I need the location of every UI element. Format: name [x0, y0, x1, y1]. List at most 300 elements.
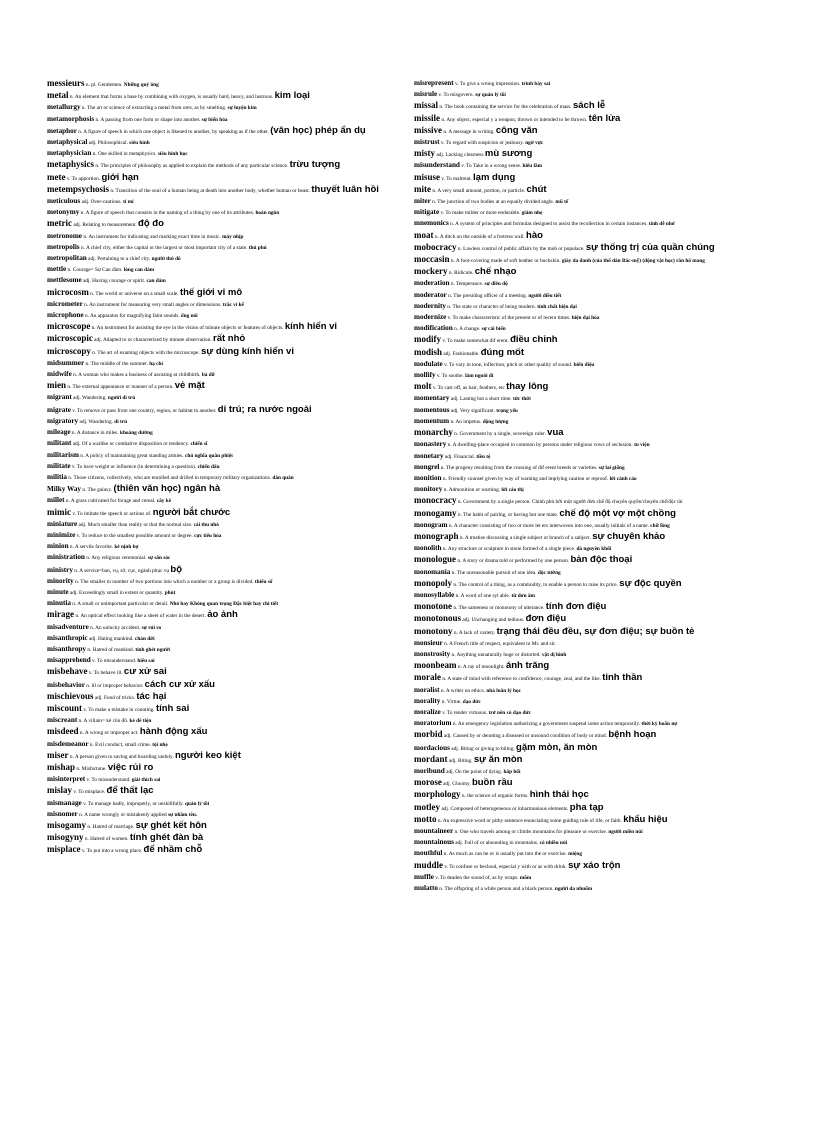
entry-translation: mõm [519, 874, 532, 881]
dictionary-entry [47, 92, 392, 101]
dictionary-entry [414, 256, 759, 265]
dictionary-entry [414, 268, 759, 277]
dictionary-entry [47, 345, 392, 357]
entry-definition: v. To make milder or more endurable. [440, 210, 521, 217]
entry-definition: v. To make characteristic of the present or of recent times. [447, 315, 571, 322]
entry-translation: người điều tiết [528, 292, 562, 299]
entry-headword: midwife [47, 370, 72, 379]
dictionary-entry [414, 183, 759, 195]
entry-headword: meticulous [47, 197, 81, 206]
entry-translation: ảo ảnh [207, 609, 238, 621]
entry-definition: n. The sameness or monotony of utterance. [453, 605, 545, 612]
entry-definition: n. A service=ban, vụ, sở, cục, ngành phục vụ [74, 567, 170, 574]
entry-headword: mirage [47, 609, 74, 620]
entry-translation: sự quản lý tồi [475, 92, 506, 99]
dictionary-entry [47, 244, 392, 252]
dictionary-entry [414, 850, 759, 858]
entry-definition: adj. Adapted to or characterized by minute observation. [94, 337, 212, 344]
entry-translation: sự rủi ro [141, 624, 162, 631]
dictionary-entry [414, 453, 759, 461]
entry-translation: hấp hối [503, 768, 521, 775]
dictionary-entry [47, 150, 392, 158]
entry-definition: n. The smaller in number of two portions into which a number or a group is divided. [75, 578, 254, 585]
entry-headword: militant [47, 439, 72, 448]
entry-definition: adj. Lasting but a short time. [450, 396, 512, 403]
dictionary-entry [47, 463, 392, 471]
entry-headword: monotony [414, 625, 453, 636]
entry-translation: chán đời [135, 635, 155, 642]
entry-definition: v. To imitate the speech or actions of. [72, 510, 152, 517]
entry-headword: moderator [414, 290, 447, 299]
entry-definition: v. To soothe. [436, 373, 464, 380]
entry-translation: quản lý tồi [184, 800, 210, 807]
entry-translation: sự ăn mòn [473, 753, 523, 765]
dictionary-entry [414, 303, 759, 311]
entry-translation: sự độc quyền [619, 577, 682, 589]
dictionary-entry [414, 577, 759, 589]
entry-definition: adj. Hating mankind. [88, 635, 134, 642]
entry-definition: n. The progeny resulting from the crossing of dif erent breeds or varieties. [440, 464, 598, 471]
entry-translation: trở nên có đạo đức [488, 709, 531, 716]
entry-headword: monosyllable [414, 590, 455, 599]
entry-headword: mischievous [47, 690, 94, 701]
dictionary-entry [47, 209, 392, 217]
dictionary-entry [47, 183, 392, 195]
dictionary-entry [414, 229, 759, 241]
entry-definition: n. A grass cultivated for forage and cereal. [65, 498, 156, 505]
entry-definition: v. To make somewhat dif erent. [442, 338, 509, 345]
entry-definition: n. A passing from one form or shape into another. [95, 116, 201, 123]
entry-headword: ministration [47, 553, 85, 562]
entry-headword: missive [414, 124, 442, 135]
entry-headword: metamorphosis [47, 114, 95, 123]
entry-headword: molt [414, 381, 432, 392]
dictionary-entry [414, 171, 759, 183]
entry-definition: n. An emergency legislation authorizing a government suspend some action temporarily. [452, 721, 641, 728]
entry-headword: mimic [47, 506, 71, 517]
entry-headword: militate [47, 461, 71, 470]
entry-translation: sự săn sóc [147, 555, 171, 562]
entry-translation: ánh trăng [505, 660, 550, 672]
entry-headword: misbehavior [47, 680, 85, 689]
entry-translation: sự điều độ [484, 281, 508, 288]
entry-definition: v. To cast off, as hair, feathers, etc [432, 385, 505, 392]
entry-definition: adj. Of a warlike or combative disposition or tendency. [72, 441, 190, 448]
entry-headword: modernity [414, 301, 446, 310]
entry-translation: buồn rầu [471, 777, 513, 789]
entry-translation: hình thái học [529, 789, 589, 801]
entry-definition: n. Anything unnaturally huge or distorted. [451, 651, 541, 658]
entry-definition: adj. Biting or giving to biting. [451, 745, 515, 752]
entry-definition: n. A name wrongly or mistakenly applied [79, 811, 167, 818]
entry-headword: mite [414, 183, 431, 194]
entry-translation: hạ chí [149, 360, 163, 367]
dictionary-entry [414, 314, 759, 322]
entry-translation: hiểu lầm [522, 163, 543, 170]
dictionary-entry [47, 139, 392, 147]
entry-headword: mobocracy [414, 241, 457, 252]
dictionary-entry [414, 80, 759, 88]
entry-translation: làm nguôi đi [465, 373, 494, 380]
entry-definition: v. To Take in a wrong sense. [461, 163, 522, 170]
entry-translation: tính đơn điệu [545, 601, 607, 613]
entry-translation: việc rủi ro [107, 761, 154, 773]
entry-definition: n. An impetus. [450, 418, 482, 425]
entry-headword: misanthropic [47, 633, 88, 642]
dictionary-entry [414, 464, 759, 472]
entry-definition: v. To manage badly, improperly, or unskillfully. [83, 800, 184, 807]
entry-definition: adj. On the point of dying. [446, 768, 503, 775]
dictionary-entry [414, 418, 759, 426]
dictionary-entry [414, 839, 759, 847]
dictionary-entry [47, 474, 392, 482]
entry-headword: mete [47, 171, 66, 182]
entry-translation: sự chuyên khảo [592, 530, 666, 542]
entry-headword: monogamy [414, 507, 457, 518]
entry-headword: minutia [47, 599, 71, 608]
entry-headword: miter [414, 197, 431, 206]
entry-definition: n. An element that forms a base by combining with oxygen, is usually hard, heavy, and lustrous. [69, 94, 274, 101]
entry-translation: Những quý ông [123, 82, 159, 88]
entry-definition: n. Courage= Sự Can đảm. [67, 267, 123, 274]
entry-definition: v. To make a mistake in counting. [83, 706, 155, 713]
entry-definition: n. A story or drama told or performed by one person. [457, 558, 570, 565]
dictionary-entry [414, 139, 759, 147]
entry-translation: kẻ nịnh bợ [114, 544, 139, 551]
entry-headword: metaphysician [47, 149, 92, 158]
dictionary-entry [414, 486, 759, 494]
entry-headword: moribund [414, 766, 445, 775]
entry-definition: n. The unreasonable pursuit of one idea. [451, 569, 537, 576]
entry-definition: n. Lawless control of public affairs by the mob or populace. [457, 245, 585, 252]
entry-translation: tu viện [634, 442, 650, 449]
dictionary-entry [47, 543, 392, 551]
entry-translation: sự biến hóa [201, 116, 228, 123]
entry-definition: n. A figure of speech in which one object is likened to another, by speaking as if the other. [78, 128, 269, 135]
entry-translation: đạo đức [462, 698, 481, 705]
entry-translation: biến điệu [573, 361, 595, 368]
entry-definition: n. One skilled in metaphysics. [92, 151, 157, 158]
dictionary-entry [414, 741, 759, 753]
entry-headword: microscopy [47, 345, 91, 356]
entry-headword: miser [47, 749, 69, 760]
dictionary-entry [414, 209, 759, 217]
entry-translation: độ đo [138, 218, 164, 230]
dictionary-entry [414, 507, 759, 519]
dictionary-entry [47, 646, 392, 654]
entry-definition: adj. Wandering. [79, 418, 113, 425]
entry-headword: momentary [414, 394, 450, 403]
entry-translation: đúng mốt [480, 346, 524, 358]
entry-definition: n. Government by a single, sovereign ruler. [454, 431, 546, 438]
dictionary-entry [414, 687, 759, 695]
dictionary-entry [47, 220, 392, 229]
entry-translation: người bắt chước [152, 506, 231, 518]
entry-definition: v. To vary in tone, inflection, pitch or other quality of sound. [444, 361, 573, 368]
entry-headword: mitigate [414, 208, 440, 217]
entry-definition: n. The control of a thing, as a commodity, to enable a person to raise its price. [453, 581, 618, 588]
entry-headword: miniature [47, 519, 78, 528]
dictionary-entry [47, 624, 392, 632]
entry-definition: n. The habit of pairing, or having but one mate. [457, 511, 559, 518]
entry-definition: n. A ditch on the outside of a fortress wall. [434, 233, 525, 240]
entry-translation: chế độ một vợ một chồng [559, 507, 676, 519]
entry-headword: monotonous [414, 613, 462, 624]
dictionary-entry [414, 372, 759, 380]
entry-headword: misapprehend [47, 656, 91, 665]
entry-translation: hiểu sai [137, 658, 155, 665]
entry-definition: n. One who travels among or climbs mountains for pleasure or exercise. [454, 829, 608, 835]
entry-translation: vua [547, 427, 564, 439]
entry-translation: gặm mòn, ăn mòn [516, 741, 598, 753]
dictionary-entry [47, 171, 392, 183]
entry-definition: v. To remove or pass from one country, region, or habitat to another. [72, 407, 217, 414]
entry-translation: chữ lồng [650, 522, 670, 529]
entry-translation: từ đơn âm [511, 592, 535, 599]
entry-translation: thuyết luân hồi [311, 183, 379, 195]
dictionary-entry [47, 323, 392, 332]
right-column [414, 80, 759, 896]
entry-definition: n. A dwelling-place occupied in common by persons under religious vows of seclusion. [447, 442, 633, 449]
entry-definition: v. To put into a wrong place. [81, 848, 143, 855]
entry-translation: tính ghét người [135, 646, 170, 653]
entry-translation: hiện đại hóa [571, 315, 600, 322]
entry-headword: moderation [414, 279, 450, 288]
entry-definition: adj. Full of or abounding in mountains. [455, 840, 539, 847]
entry-headword: metonymy [47, 208, 80, 217]
entry-translation: để nhầm chỗ [143, 844, 203, 856]
entry-definition: n. A woman who makes a business of assisting at childbirth. [73, 372, 201, 379]
dictionary-entry [414, 522, 759, 530]
entry-headword: mordant [414, 753, 448, 764]
dictionary-entry [414, 674, 759, 683]
entry-translation: sách lễ [572, 100, 606, 112]
entry-definition: n. A person given to saving and hoarding unduly. [69, 753, 174, 760]
dictionary-entry [414, 753, 759, 765]
entry-headword: misogyny [47, 832, 84, 843]
entry-headword: missile [414, 112, 440, 123]
dictionary-entry [414, 150, 759, 159]
entry-definition: adj. Wandering. [73, 395, 107, 402]
entry-translation: máy nhịp [222, 233, 244, 240]
entry-translation: hoán ngôn [255, 210, 280, 217]
entry-headword: moccasin [414, 254, 450, 265]
dictionary-entry [47, 749, 392, 761]
dictionary-entry [47, 161, 392, 170]
entry-headword: mountaineer [414, 827, 454, 835]
entry-translation: độc tưởng [537, 569, 561, 576]
entry-translation: sự nhầm tên. [167, 811, 198, 818]
entry-translation: lạm dụng [473, 171, 516, 183]
entry-headword: millet [47, 496, 65, 505]
dictionary-entry [47, 834, 392, 843]
entry-definition: n. A change. [454, 326, 481, 333]
entry-definition: n. Hatred of marriage. [87, 824, 135, 830]
dictionary-entry [47, 286, 392, 298]
entry-definition: n. A word of one syl able. [455, 592, 511, 599]
entry-headword: mistrust [414, 138, 440, 147]
dictionary-entry [414, 346, 759, 358]
entry-definition: n. The external appearance or manner of a person. [67, 384, 174, 391]
entry-translation: tội nhẹ [152, 741, 168, 748]
entry-definition: n. As much as can be or is usually put into the or exercise. [443, 851, 567, 858]
entry-translation: chủ nghĩa quân phiệt [185, 452, 233, 459]
dictionary-entry [47, 578, 392, 586]
dictionary-entry [47, 702, 392, 714]
entry-translation: thay lông [506, 381, 549, 393]
dictionary-entry [414, 615, 759, 624]
entry-definition: n. The offspring of a white person and a black person. [439, 886, 554, 893]
entry-translation: pha tạp [569, 801, 604, 813]
entry-headword: migratory [47, 416, 79, 425]
entry-definition: n. ill or improper behavior. [86, 682, 144, 689]
entry-definition: n. The galaxy. [82, 487, 113, 494]
dictionary-entry [414, 91, 759, 99]
entry-translation: trọng yếu [496, 407, 518, 414]
entry-translation: người miền núi [608, 829, 643, 835]
entry-translation: cư xử sai [123, 666, 167, 678]
entry-definition: n. Evil conduct, small crime. [89, 741, 151, 748]
entry-translation: giày da đanh (của thổ dân Bắc-mỹ) (động vật học) rắn hổ mang [561, 258, 705, 265]
dictionary-entry [414, 791, 759, 800]
dictionary-entry [47, 266, 392, 274]
dictionary-entry [414, 292, 759, 300]
entry-definition: n. The art of examing objects with the microscope. [92, 349, 200, 356]
entry-translation: người thủ đô [151, 256, 181, 263]
dictionary-entry [414, 640, 759, 648]
dictionary-entry [47, 429, 392, 437]
entry-translation: trừu tượng [289, 159, 341, 171]
entry-definition: n. Transition of the soul of a human being at death into another body, whether human or beast. [110, 187, 311, 194]
entry-translation: trạng thái đều đều, sự đơn điệu; sự buồn tẻ [496, 625, 695, 637]
entry-definition: v. To behave ill. [88, 670, 123, 677]
entry-headword: misplace [47, 844, 81, 855]
entry-headword: miscreant [47, 716, 78, 725]
entry-definition: n. Temperance. [450, 281, 484, 288]
dictionary-entry [47, 690, 392, 702]
dictionary-entry [414, 885, 759, 893]
entry-headword: monotone [414, 601, 452, 612]
entry-definition: n. A chief city, either the capital or the largest or most important city of a state. [80, 244, 248, 251]
dictionary-entry [47, 485, 392, 494]
entry-headword: morale [414, 672, 441, 683]
entry-headword: modernize [414, 313, 447, 322]
dictionary-entry [47, 563, 392, 575]
entry-definition: n. An instrument for measuring very small angles or dimensions. [84, 301, 222, 308]
entry-definition: n. The art or science of extracting a metal from ores, as by smelting. [81, 105, 227, 112]
entry-translation: miệng [568, 851, 582, 858]
dictionary-entry [414, 441, 759, 449]
entry-definition: n. A treatise discussing a single subject or branch of a subject. [459, 534, 591, 541]
entry-definition: n. An optical effect looking like a sheet of water in the desert. [75, 613, 206, 620]
entry-headword: messieurs [47, 78, 85, 88]
dictionary-entry [47, 761, 392, 773]
entry-headword: modulate [414, 359, 443, 368]
entry-headword: morality [414, 696, 441, 705]
entry-definition: n. A distance in miles. [71, 430, 119, 437]
entry-headword: militia [47, 472, 67, 481]
dictionary-entry [414, 162, 759, 170]
entry-definition: n. A character consisting of two or more let ers interwoven into one, usually initials of a name. [448, 522, 649, 529]
entry-translation: sự thống trị của quần chúng [585, 241, 715, 253]
dictionary-entry [414, 280, 759, 288]
entry-headword: misdeed [47, 726, 79, 737]
dictionary-entry [414, 779, 759, 788]
dictionary-entry [47, 678, 392, 690]
dictionary-entry [47, 403, 392, 415]
entry-translation: tính chất hiện đại [537, 303, 577, 310]
dictionary-entry [47, 589, 392, 597]
entry-definition: n. A system of principles and formulas designed to assist the recollection in certain instances. [450, 221, 648, 228]
entry-headword: microcosm [47, 286, 89, 297]
entry-definition: n. the science of organic forms. [461, 793, 529, 800]
entry-headword: metropolitan [47, 254, 87, 263]
entry-headword: muffle [414, 872, 434, 881]
entry-headword: monologue [414, 554, 457, 565]
dictionary-entry [414, 768, 759, 776]
entry-headword: motto [414, 813, 437, 824]
entry-headword: moralize [414, 707, 441, 716]
entry-headword: moratorium [414, 719, 452, 728]
entry-headword: misogamy [47, 820, 86, 830]
entry-headword: mordacious [414, 743, 450, 752]
entry-definition: n. Misfortune. [76, 765, 107, 772]
entry-headword: minion [47, 542, 69, 551]
entry-translation: chút [526, 183, 547, 195]
dictionary-entry [47, 255, 392, 263]
entry-translation: lời cảo thị [501, 487, 524, 494]
entry-definition: v. To misunderstand. [86, 777, 131, 784]
entry-translation: giảm nhẹ [521, 210, 543, 217]
entry-headword: mulatto [414, 884, 438, 893]
entry-headword: misrule [414, 90, 438, 99]
dictionary-entry [47, 741, 392, 749]
dictionary-entry [47, 497, 392, 505]
entry-headword: monomania [414, 567, 451, 576]
entry-headword: metropolis [47, 242, 80, 251]
entry-headword: motley [414, 801, 440, 812]
entry-headword: monition [414, 473, 442, 482]
dictionary-entry [47, 800, 392, 808]
entry-translation: thiểu số [254, 578, 273, 585]
entry-translation: sự cải biến [481, 326, 506, 333]
entry-headword: modish [414, 346, 443, 357]
entry-headword: misanthropy [47, 644, 87, 653]
dictionary-entry [47, 657, 392, 665]
entry-headword: monocracy [414, 495, 457, 506]
dictionary-entry [414, 198, 759, 206]
entry-definition: n. The presiding officer of a meeting. [448, 292, 528, 299]
entry-definition: adj. Philosophical. [88, 140, 128, 147]
entry-headword: micrometer [47, 299, 83, 308]
entry-definition: n. Ridicule. [448, 270, 474, 277]
entry-translation: tức thời [512, 396, 531, 403]
entry-headword: midsummer [47, 358, 85, 367]
dictionary-entry [47, 116, 392, 124]
dictionary-entry [414, 874, 759, 882]
entry-translation: di trú; ra nước ngoài [217, 403, 312, 415]
entry-headword: morose [414, 777, 442, 788]
entry-headword: misdemeanor [47, 739, 89, 748]
dictionary-entry [47, 532, 392, 540]
entry-definition: v. To have weight or influence (in determining a question). [71, 463, 197, 470]
entry-definition: n. A writer on ethics. [440, 687, 486, 694]
dictionary-entry [414, 813, 759, 825]
dictionary-entry [414, 407, 759, 415]
entry-definition: v. To give a wrong impression. [455, 81, 521, 87]
dictionary-entry [47, 452, 392, 460]
dictionary-entry [47, 668, 392, 677]
